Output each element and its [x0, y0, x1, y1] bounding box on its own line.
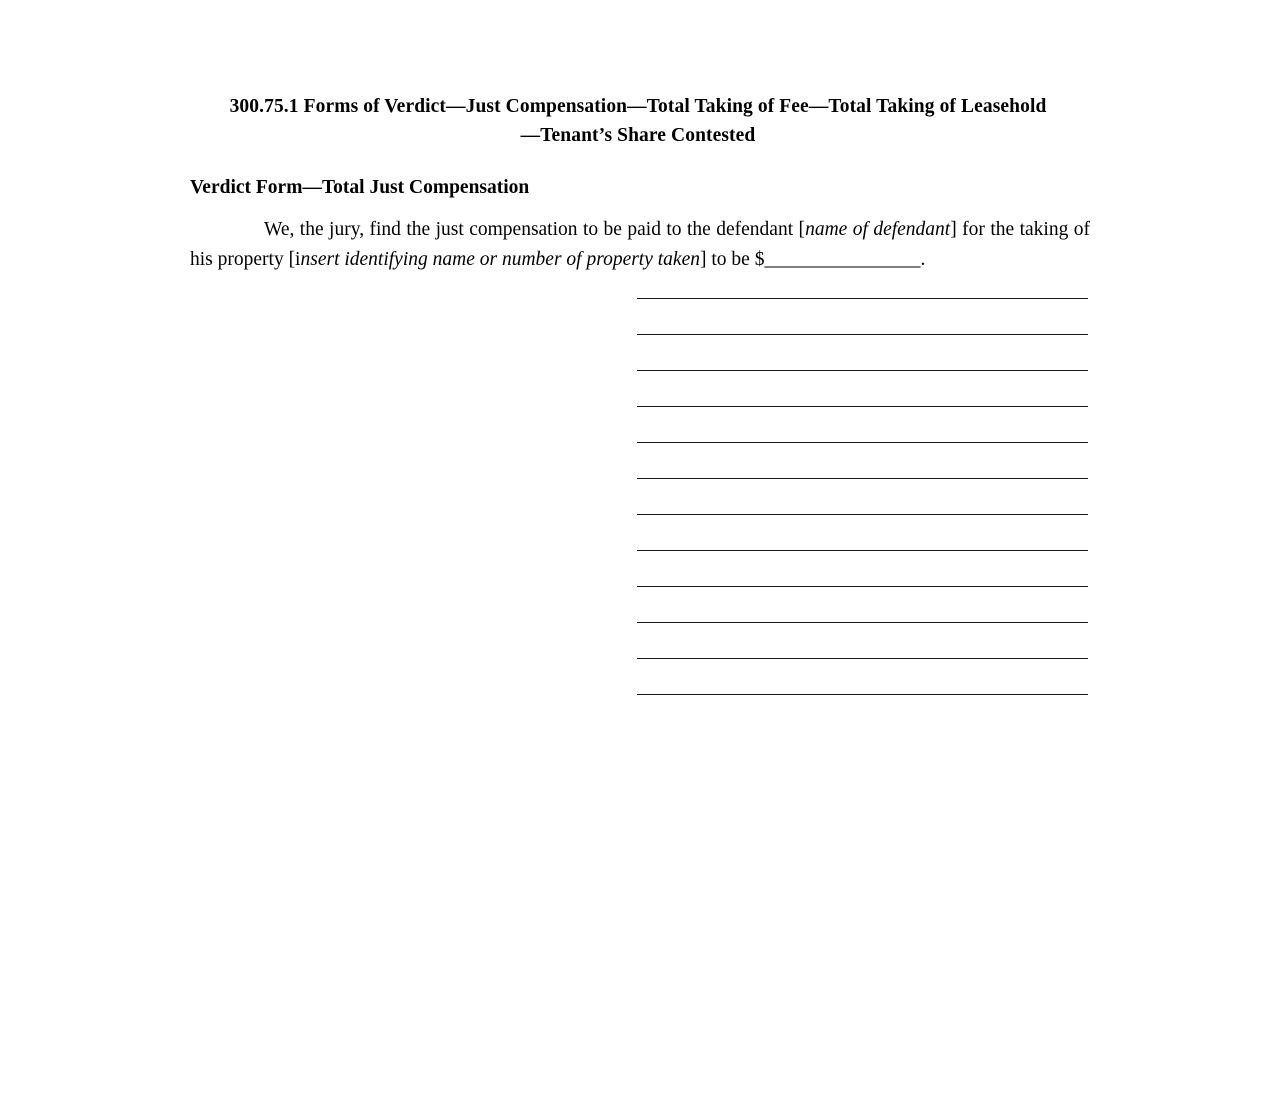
signature-line	[637, 515, 1088, 551]
signature-line	[637, 299, 1088, 335]
signature-line	[637, 371, 1088, 407]
signature-line	[637, 623, 1088, 659]
paragraph-text-3: ] to be $	[700, 248, 765, 270]
signature-lines-block	[637, 282, 1089, 695]
verdict-paragraph	[190, 215, 1090, 275]
signature-line	[637, 659, 1088, 695]
signature-line	[637, 407, 1088, 443]
section-heading: Verdict Form—Total Just Compensation	[190, 176, 530, 198]
page-title-line-2: Taking of Leasehold—Tenant’s Share Contested	[520, 96, 1047, 147]
paragraph-placeholder-property: nsert identifying name or number of property taken	[300, 248, 700, 270]
signature-line	[637, 479, 1088, 515]
signature-line	[637, 335, 1088, 371]
paragraph-amount-blank: ________________	[764, 248, 921, 270]
paragraph-text-4: .	[920, 248, 926, 270]
page-title-line-1: 300.75.1 Forms of Verdict—Just Compensation—Total Taking of Fee—Total	[229, 96, 872, 117]
signature-line	[637, 443, 1088, 479]
paragraph-placeholder-defendant: name of defendant	[805, 218, 951, 240]
document-body	[190, 92, 1090, 275]
signature-line	[637, 551, 1088, 587]
paragraph-text-1: We, the jury, find the just compensation to be paid to the defendant [	[264, 218, 806, 240]
page-title	[190, 92, 1090, 151]
signature-line	[637, 587, 1088, 623]
signature-line	[637, 282, 1088, 299]
paragraph-text-2: ] for the taking of his property [i	[190, 218, 1090, 270]
